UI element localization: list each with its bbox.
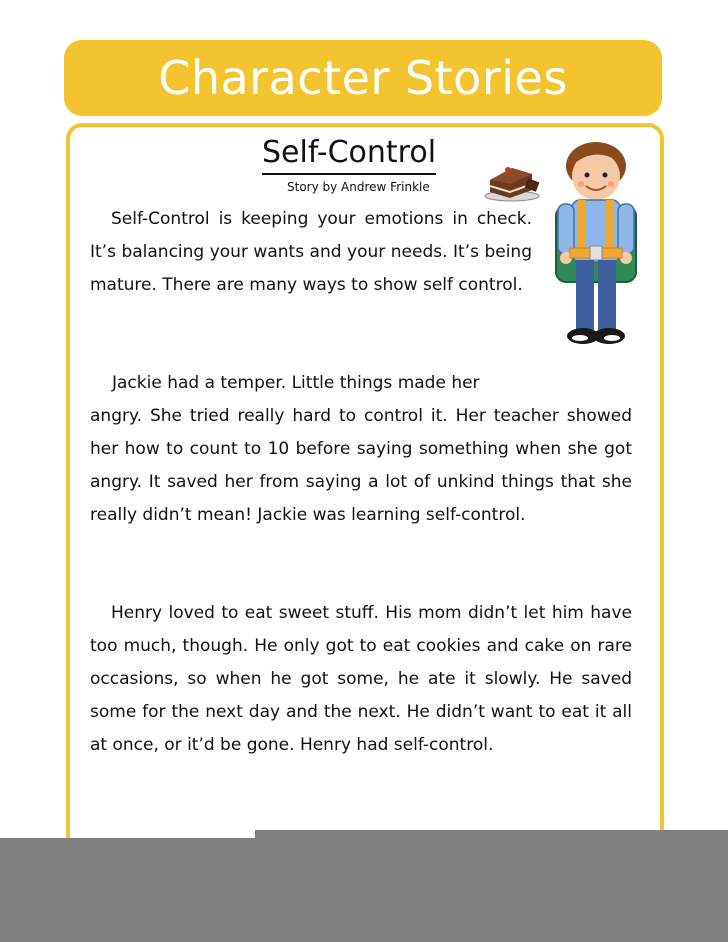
boy-illustration (550, 140, 642, 352)
story-paragraph-2: angry. She tried really hard to control it. Her teacher showed her how to count to 10 before saying something when she got angry. It saved her from saying a lot of unkind things that she really didn’t mean! Jackie was learning self-control. (90, 406, 632, 525)
story-paragraph-1: Self-Control is keeping your emotions in check. It’s balancing your wants and your needs. It’s being mature. There are many ways to show self control. (90, 209, 532, 295)
cake-slice-icon (482, 158, 542, 202)
story-paragraph-3: Henry loved to eat sweet stuff. His mom didn’t let him have too much, though. He only got to eat cookies and cake on rare occasions, so when he got some, he ate it slowly. He saved some for the next day and the next. He didn’t want to eat it all at once, or it’d be gone. Henry had self-control. (90, 603, 632, 755)
bottom-overlay (0, 838, 728, 942)
story-title: Self-Control (262, 134, 436, 175)
header-banner (64, 40, 662, 116)
story-byline: Story by Andrew Frinkle (287, 180, 430, 194)
page-title: Character Stories (158, 51, 568, 105)
story-paragraph-2-first-line: Jackie had a temper. Little things made her (112, 373, 480, 393)
